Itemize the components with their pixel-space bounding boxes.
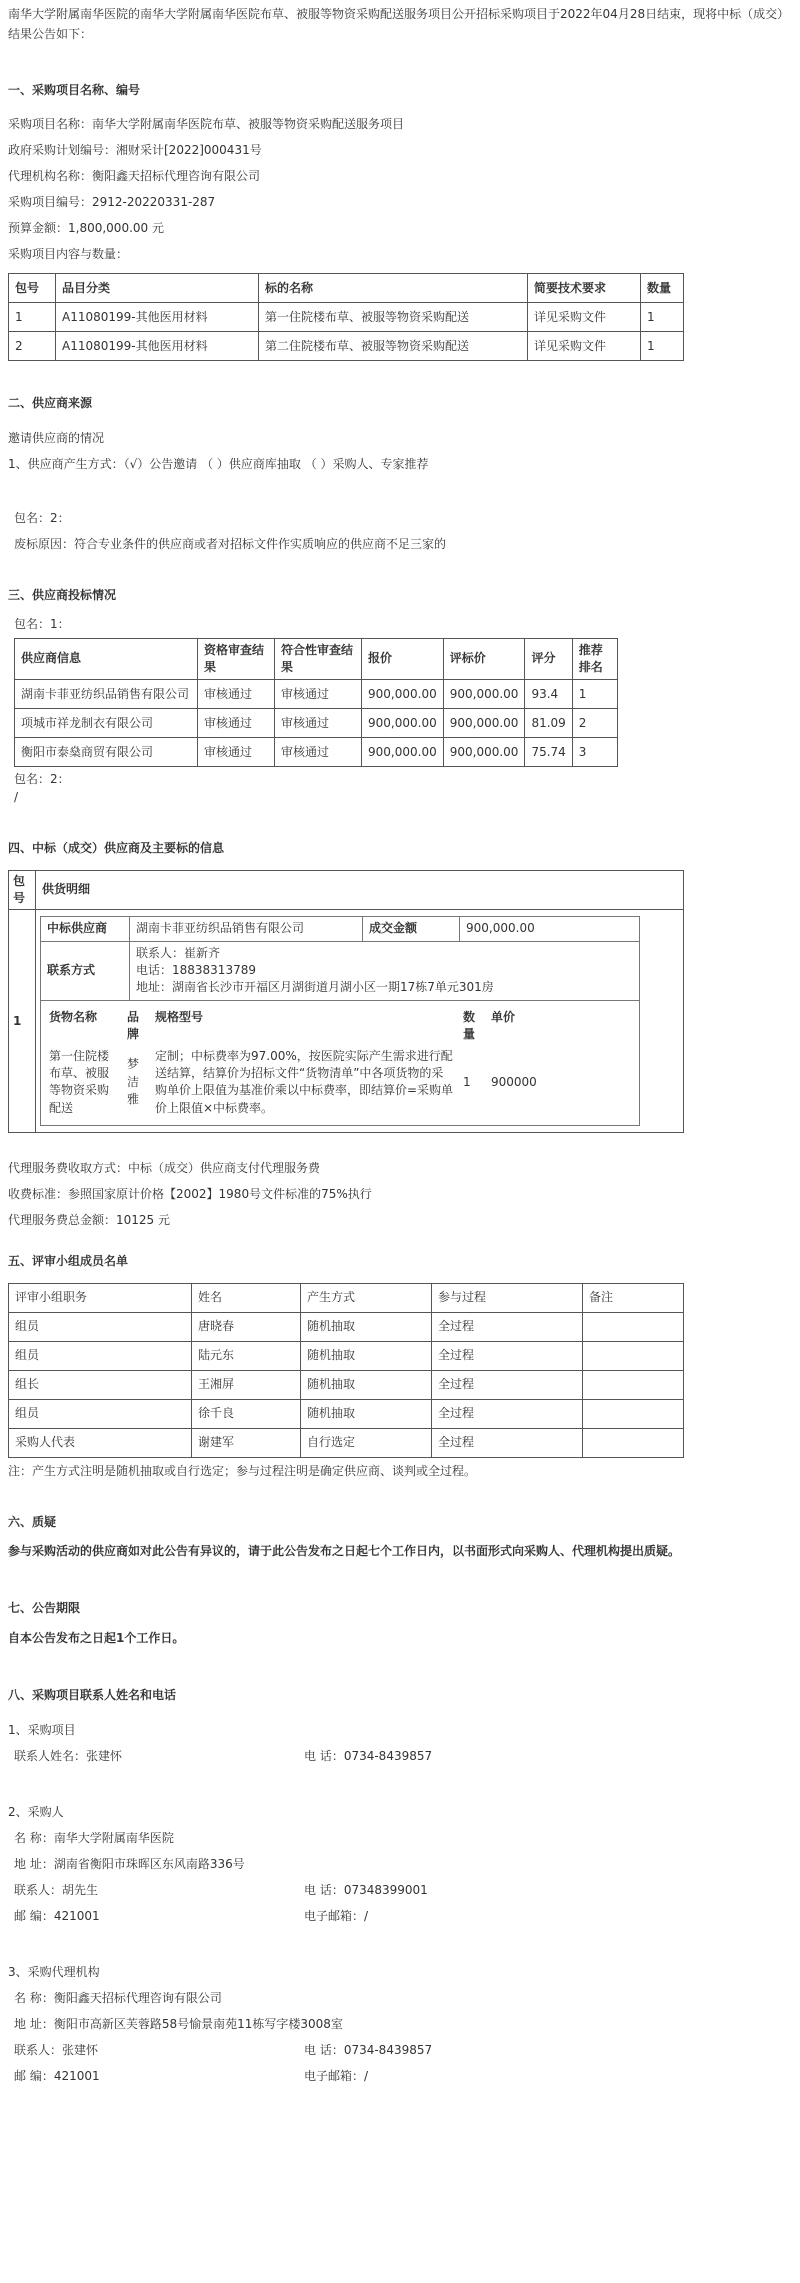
table-cell: 81.09 [525, 709, 572, 738]
col-header: 参与过程 [432, 1283, 583, 1312]
table-cell: 随机抽取 [301, 1370, 432, 1399]
agency-email: 电子邮箱：/ [304, 2068, 369, 2083]
col-header: 资格审查结果 [198, 638, 275, 680]
col-header: 货物名称 [49, 1009, 98, 1024]
col-header: 数量 [641, 274, 684, 303]
table-row [9, 1341, 684, 1370]
table-cell: 2 [572, 709, 617, 738]
goods-brand: 梦洁雅 [127, 1057, 140, 1107]
table-cell [583, 1399, 684, 1428]
table-cell [583, 1312, 684, 1341]
table-cell: 1 [9, 303, 56, 332]
project-name: 采购项目名称：南华大学附属南华医院布草、被服等物资采购配送服务项目 [8, 117, 405, 132]
table-cell: 75.74 [525, 738, 572, 767]
table-cell: 衡阳市泰燊商贸有限公司 [15, 738, 198, 767]
supplier-method: 1、供应商产生方式：（√）公告邀请 （ ）供应商库抽取 （ ）采购人、专家推荐 [8, 456, 429, 471]
table-cell: 审核通过 [198, 709, 275, 738]
package-2-empty: / [14, 789, 19, 804]
col-header: 评标价 [443, 638, 525, 680]
items-table [8, 273, 684, 361]
section-1-title: 一、采购项目名称、编号 [8, 83, 141, 97]
agency-name: 代理机构名称：衡阳鑫天招标代理咨询有限公司 [8, 169, 261, 184]
contact-label: 联系方式 [41, 941, 130, 1000]
table-cell: 组长 [9, 1370, 192, 1399]
agency-zip: 邮 编：421001 [14, 2068, 100, 2083]
table-row [9, 1399, 684, 1428]
col-header: 包号 [9, 870, 36, 910]
section-2-title: 二、供应商来源 [8, 396, 93, 411]
col-header: 评分 [525, 638, 572, 680]
table-cell: 1 [572, 680, 617, 709]
purchaser-phone: 电 话：07348399001 [304, 1882, 428, 1897]
table-cell: 随机抽取 [301, 1312, 432, 1341]
table-cell: 谢建军 [192, 1428, 301, 1457]
objection-text: 参与采购活动的供应商如对此公告有异议的，请于此公告发布之日起七个工作日内，以书面形式向采购人、代理机构提出质疑。 [8, 1543, 681, 1558]
invite-situation: 邀请供应商的情况 [8, 430, 105, 445]
goods-cell [41, 1000, 640, 1125]
table-cell: 1 [641, 332, 684, 361]
contact-purchaser-title: 2、采购人 [8, 1804, 64, 1819]
col-header: 单价 [491, 1009, 516, 1024]
table-row [15, 738, 618, 767]
table-cell: 组员 [9, 1399, 192, 1428]
section-5-title: 五、评审小组成员名单 [8, 1254, 129, 1269]
col-header: 简要技术要求 [528, 274, 641, 303]
notice-period-text: 自本公告发布之日起1个工作日。 [8, 1630, 185, 1645]
table-cell: 全过程 [432, 1312, 583, 1341]
agency-contact-row [8, 2037, 792, 2063]
table-cell: 随机抽取 [301, 1341, 432, 1370]
table-cell: 900,000.00 [362, 709, 444, 738]
goods-price: 900000 [491, 1074, 537, 1089]
supply-detail-cell [36, 910, 684, 1133]
table-cell: 审核通过 [198, 738, 275, 767]
purchaser-name: 名 称：南华大学附属南华医院 [14, 1830, 174, 1845]
table-cell: 唐晓春 [192, 1312, 301, 1341]
col-header: 供货明细 [36, 870, 684, 910]
table-cell: 900,000.00 [443, 738, 525, 767]
table-cell: 采购人代表 [9, 1428, 192, 1457]
contact-project-row [8, 1743, 792, 1769]
table-cell: 组员 [9, 1312, 192, 1341]
table-cell: 1 [641, 303, 684, 332]
table-row [45, 1046, 625, 1120]
agency-name-line: 名 称：衡阳鑫天招标代理咨询有限公司 [14, 1990, 222, 2005]
table-cell: 93.4 [525, 680, 572, 709]
table-cell: 随机抽取 [301, 1399, 432, 1428]
content-label: 采购项目内容与数量： [8, 247, 129, 262]
table-cell [583, 1341, 684, 1370]
contact-project-title: 1、采购项目 [8, 1722, 76, 1737]
table-row [41, 1000, 640, 1125]
col-header: 报价 [362, 638, 444, 680]
table-row [9, 910, 684, 1133]
table-cell: 审核通过 [275, 709, 362, 738]
purchaser-contact-row [8, 1877, 792, 1903]
section-6-title: 六、质疑 [8, 1514, 57, 1529]
package-number: 1 [9, 910, 36, 1133]
winner-name: 湖南卡菲亚纺织品销售有限公司 [130, 917, 363, 941]
review-note: 注：产生方式注明是随机抽取或自行选定；参与过程注明是确定供应商、谈判或全过程。 [8, 1463, 477, 1478]
package-2-bid-label: 包名：2： [14, 772, 70, 787]
col-header: 标的名称 [259, 274, 528, 303]
deal-amount: 900,000.00 [460, 917, 640, 941]
contact-agency-title: 3、采购代理机构 [8, 1964, 100, 1979]
table-header-row [9, 1283, 684, 1312]
table-cell: 900,000.00 [443, 680, 525, 709]
contact-phone: 电话：18838313789 [136, 963, 256, 978]
review-team-table [8, 1283, 684, 1458]
table-header-row [9, 274, 684, 303]
table-header-row [9, 870, 684, 910]
project-phone: 电 话：0734-8439857 [304, 1748, 433, 1763]
table-cell: 3 [572, 738, 617, 767]
table-cell: 徐千良 [192, 1399, 301, 1428]
table-header-row [15, 638, 618, 680]
table-row [41, 917, 640, 941]
col-header: 规格型号 [155, 1009, 204, 1024]
col-header: 供应商信息 [15, 638, 198, 680]
winner-table [8, 870, 684, 1134]
intro-text: 南华大学附属南华医院的南华大学附属南华医院布草、被服等物资采购配送服务项目公开招标采购项目于2022年04月28日结束，现将中标（成交）结果公告如下： [8, 7, 790, 41]
table-cell: 审核通过 [198, 680, 275, 709]
project-number: 采购项目编号：2912-20220331-287 [8, 195, 216, 210]
table-cell: 全过程 [432, 1428, 583, 1457]
contact-address: 地址：湖南省长沙市开福区月湖街道月湖小区一期17栋7单元301房 [136, 980, 494, 995]
table-cell: 详见采购文件 [528, 332, 641, 361]
section-3-title: 三、供应商投标情况 [8, 587, 117, 602]
table-cell [583, 1428, 684, 1457]
table-row [9, 303, 684, 332]
plan-number: 政府采购计划编号：湘财采计[2022]000431号 [8, 143, 262, 158]
purchaser-contact: 联系人：胡先生 [14, 1882, 99, 1897]
fee-method: 代理服务费收取方式：中标（成交）供应商支付代理服务费 [8, 1161, 321, 1176]
goods-name: 第一住院楼布草、被服等物资采购配送 [49, 1048, 110, 1115]
col-header: 备注 [583, 1283, 684, 1312]
table-header-row [45, 1007, 625, 1046]
project-contact: 联系人姓名：张建怀 [14, 1748, 123, 1763]
winner-info-table [40, 916, 640, 1126]
col-header: 符合性审查结果 [275, 638, 362, 680]
table-row [15, 680, 618, 709]
table-cell: 900,000.00 [362, 680, 444, 709]
col-header: 推荐排名 [572, 638, 617, 680]
section-4-title: 四、中标（成交）供应商及主要标的信息 [8, 841, 225, 856]
contact-info [130, 941, 640, 1000]
table-cell: 审核通过 [275, 680, 362, 709]
goods-spec: 定制；中标费率为97.00%，按医院实际产生需求进行配送结算，结算价为招标文件“货物清单”中各项货物的采购单价上限值为基准价乘以中标费率，即结算价=采购单价上限值×中标费率。 [155, 1048, 454, 1115]
table-row [9, 1370, 684, 1399]
table-row [41, 941, 640, 1000]
table-row [9, 1428, 684, 1457]
table-cell: 陆元东 [192, 1341, 301, 1370]
purchaser-zip: 邮 编：421001 [14, 1908, 100, 1923]
table-cell: 项城市祥龙制衣有限公司 [15, 709, 198, 738]
section-7-title: 七、公告期限 [8, 1601, 81, 1616]
col-header: 品目分类 [56, 274, 259, 303]
col-header: 姓名 [192, 1283, 301, 1312]
table-cell: 湖南卡菲亚纺织品销售有限公司 [15, 680, 198, 709]
goods-table [45, 1007, 625, 1119]
table-row [9, 332, 684, 361]
agency-contact: 联系人：张建怀 [14, 2042, 99, 2057]
table-cell: A11080199-其他医用材料 [56, 303, 259, 332]
col-header: 产生方式 [301, 1283, 432, 1312]
bid-table [14, 638, 618, 768]
col-header: 数量 [463, 1009, 476, 1042]
table-cell: A11080199-其他医用材料 [56, 332, 259, 361]
budget-amount: 预算金额：1,800,000.00 元 [8, 221, 164, 236]
amount-label: 成交金额 [363, 917, 460, 941]
table-cell: 全过程 [432, 1399, 583, 1428]
table-cell: 组员 [9, 1341, 192, 1370]
table-cell: 第一住院楼布草、被服等物资采购配送 [259, 303, 528, 332]
agency-phone: 电 话：0734-8439857 [304, 2042, 433, 2057]
fee-standard: 收费标准：参照国家原计价格【2002】1980号文件标准的75%执行 [8, 1187, 372, 1202]
table-row [15, 709, 618, 738]
table-cell: 900,000.00 [443, 709, 525, 738]
section-8-title: 八、采购项目联系人姓名和电话 [8, 1688, 177, 1703]
col-header: 品牌 [127, 1009, 140, 1042]
fee-total: 代理服务费总金额：10125 元 [8, 1213, 170, 1228]
abandon-reason: 废标原因：符合专业条件的供应商或者对招标文件作实质响应的供应商不足三家的 [14, 536, 447, 551]
contact-person: 联系人：崔新齐 [136, 945, 221, 960]
table-cell: 900,000.00 [362, 738, 444, 767]
purchaser-email: 电子邮箱：/ [304, 1908, 369, 1923]
table-cell: 全过程 [432, 1341, 583, 1370]
purchaser-address: 地 址：湖南省衡阳市珠晖区东风南路336号 [14, 1856, 245, 1871]
package-2-label: 包名：2： [14, 510, 70, 525]
table-cell: 2 [9, 332, 56, 361]
table-cell: 第二住院楼布草、被服等物资采购配送 [259, 332, 528, 361]
table-cell: 全过程 [432, 1370, 583, 1399]
purchaser-zip-row [8, 1903, 792, 1929]
agency-zip-row [8, 2063, 792, 2089]
table-cell: 审核通过 [275, 738, 362, 767]
winner-label: 中标供应商 [41, 917, 130, 941]
goods-quantity: 1 [463, 1074, 471, 1089]
table-cell: 王湘屏 [192, 1370, 301, 1399]
table-cell [583, 1370, 684, 1399]
table-cell: 自行选定 [301, 1428, 432, 1457]
table-row [9, 1312, 684, 1341]
col-header: 评审小组职务 [9, 1283, 192, 1312]
col-header: 包号 [9, 274, 56, 303]
package-1-label: 包名：1： [14, 617, 70, 632]
agency-address: 地 址：衡阳市高新区芙蓉路58号愉景南苑11栋写字楼3008室 [14, 2016, 343, 2031]
table-cell: 详见采购文件 [528, 303, 641, 332]
